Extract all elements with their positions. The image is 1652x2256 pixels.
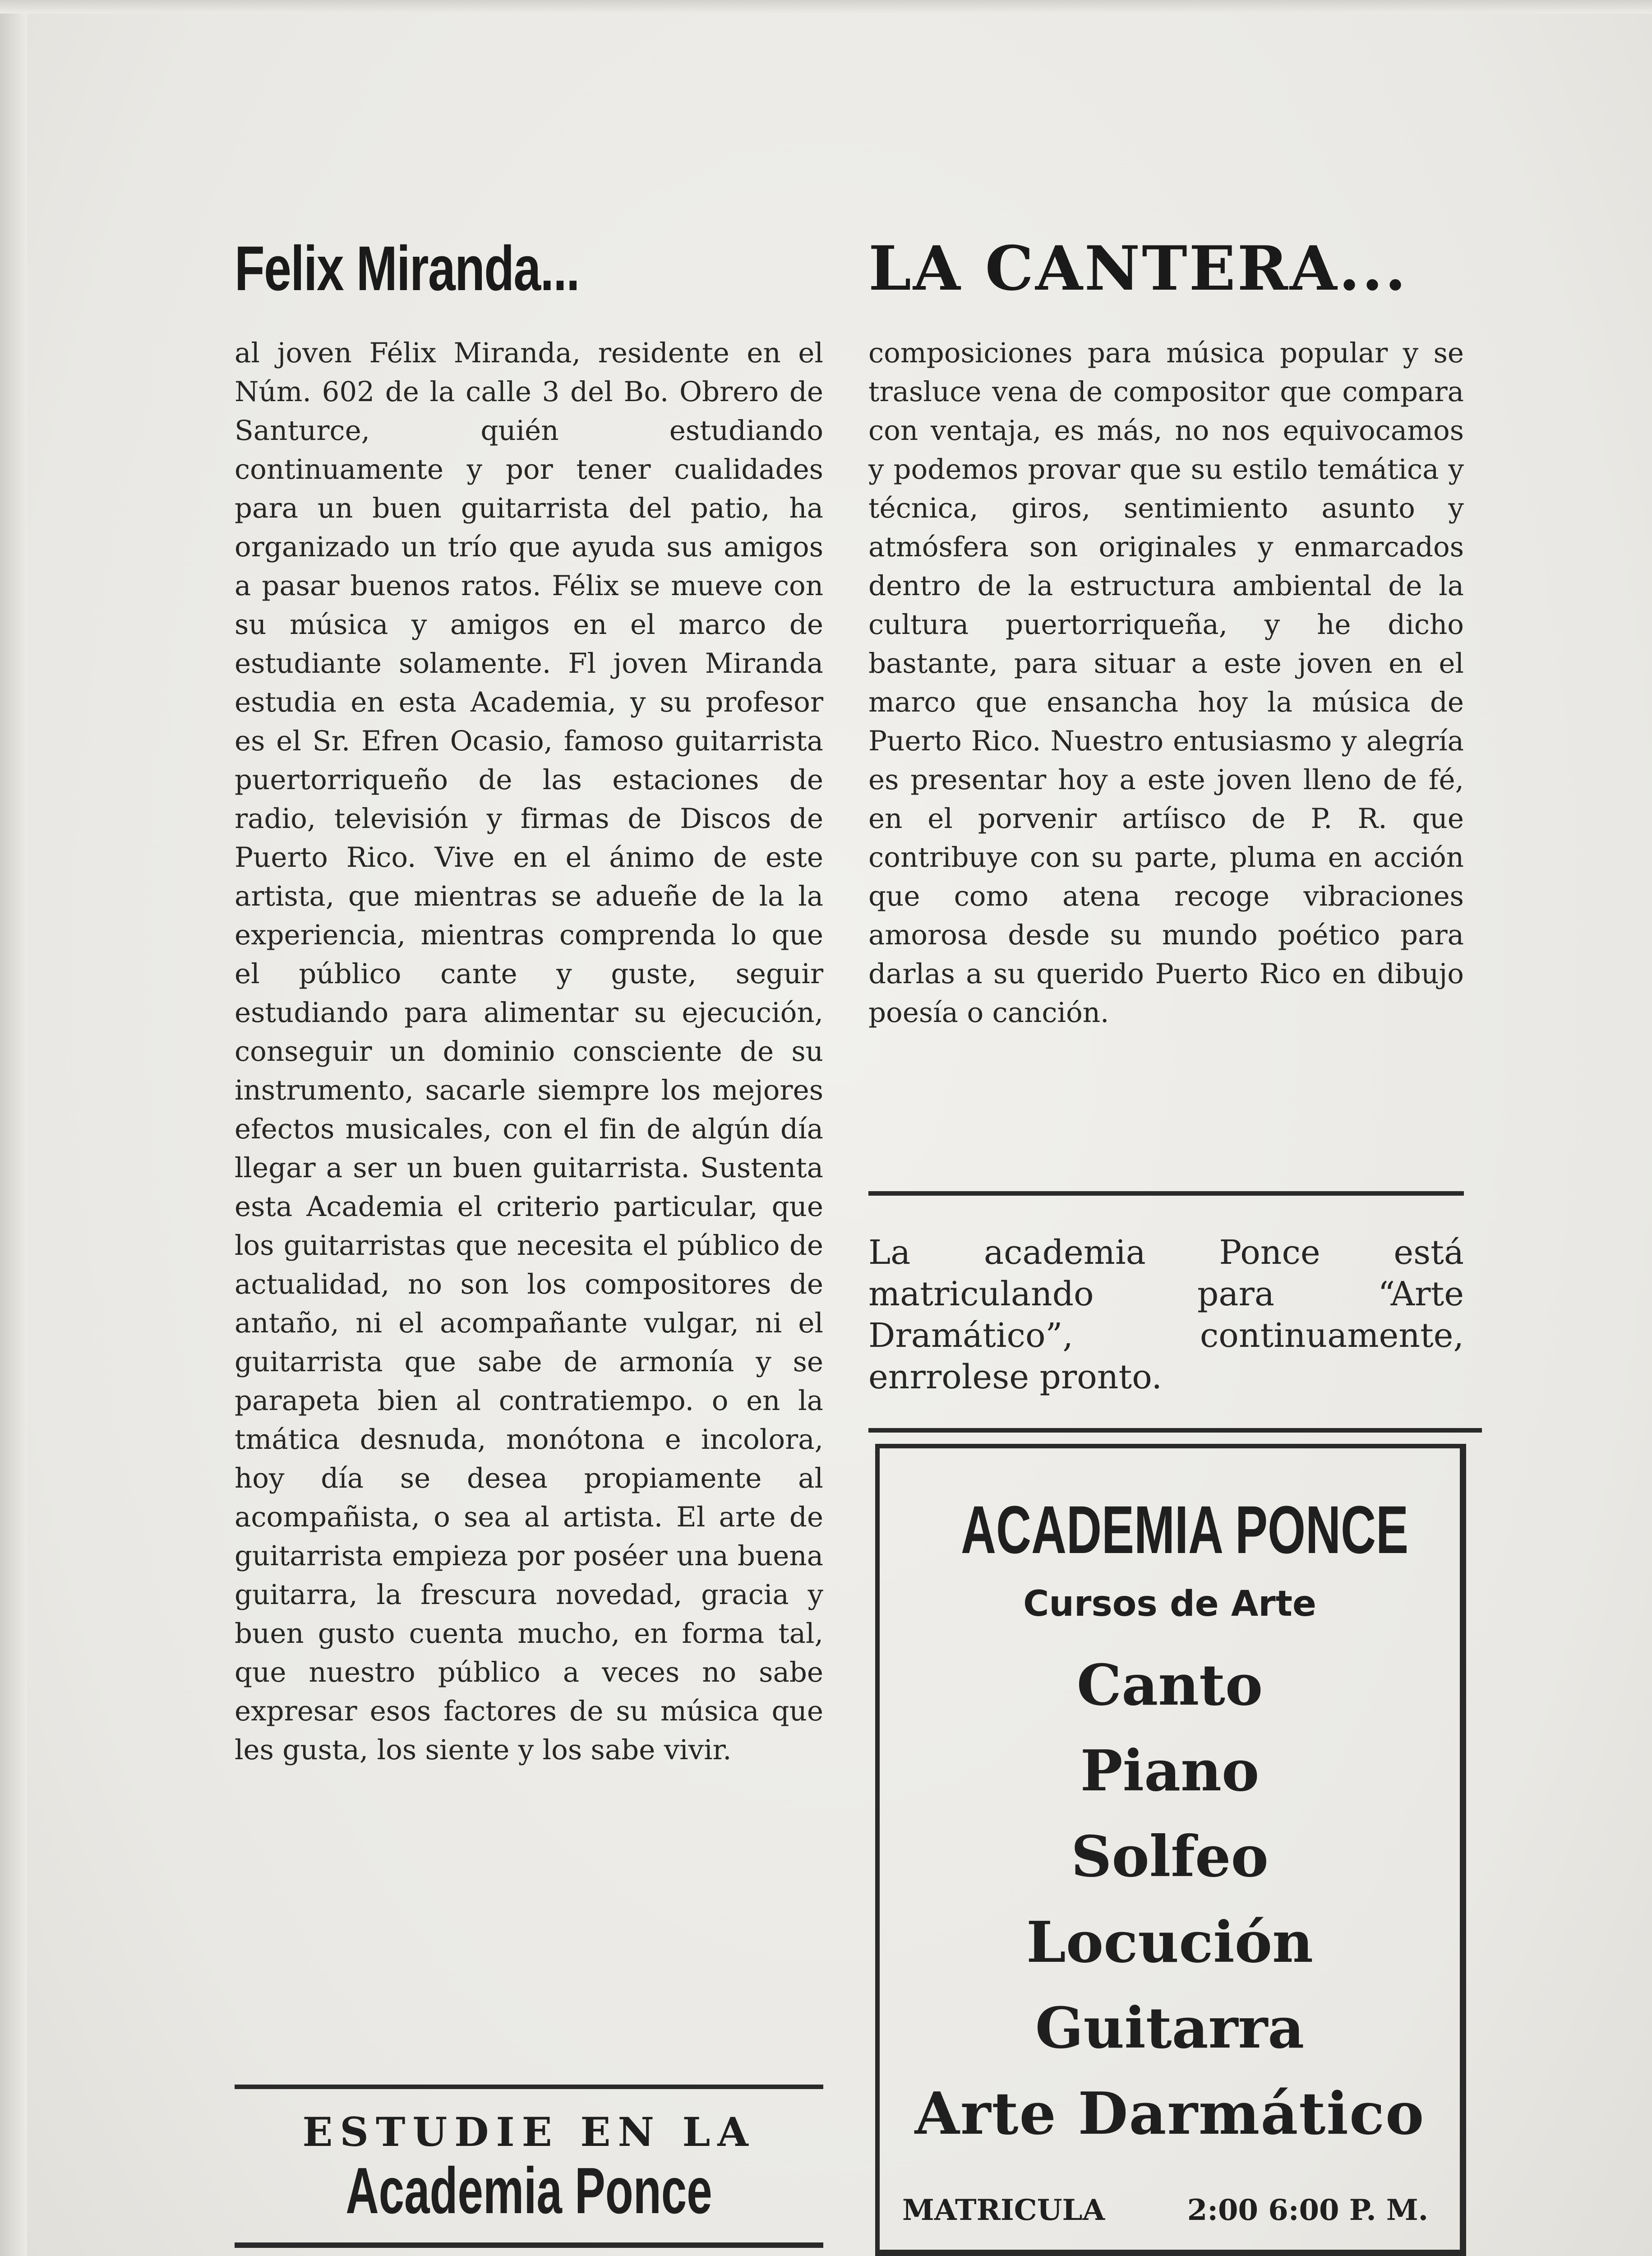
right-article-body: composiciones para música popular y se trasluce vena de compositor que compara con ventaja, es más, no nos equivocamos y podemos provar que su estilo temática y técnica, giros, sentimiento asunto y atmósfera son originales y enmarcados dentro de la estructura ambiental de la cultura puertorriqueña, y he dicho bastante, para situar a este joven en el marco que ensancha hoy la música de Puerto Rico. Nuestro entusiasmo y alegría es presentar hoy a este joven lleno de fé, en el porvenir artíisco de P. R. que contribuye con su parte, pluma en acción que como atena recoge vibraciones amorosa desde su mundo poético para darlas a su querido Puerto Rico en dibujo poesía o canción. bbox=[868, 337, 1464, 1029]
ad-line-academia: Academia Ponce bbox=[346, 2154, 712, 2227]
left-column bbox=[235, 235, 823, 1770]
ad-box-footer bbox=[902, 2193, 1437, 2227]
course-item: Guitarra bbox=[1035, 1995, 1305, 2061]
matricula-hours: 2:00 6:00 P. M. bbox=[1187, 2193, 1428, 2227]
page-edge-shadow-top bbox=[0, 0, 1652, 14]
enrollment-notice: La academia Ponce está matriculando para “Arte Dramático”, continuamente, enrrolese pronto. bbox=[868, 1233, 1464, 1396]
course-item: Arte Darmático bbox=[914, 2080, 1425, 2148]
left-headline: Felix Miranda... bbox=[235, 233, 579, 304]
right-column bbox=[868, 232, 1464, 1032]
right-headline: LA CANTERA... bbox=[868, 232, 1408, 304]
small-advertisement bbox=[235, 2085, 823, 2248]
course-item: Piano bbox=[1080, 1738, 1260, 1804]
matricula-label: MATRICULA bbox=[902, 2193, 1105, 2227]
ad-rule-top bbox=[235, 2085, 823, 2089]
right-separator-rule bbox=[868, 1191, 1464, 1196]
box-top-rule bbox=[868, 1428, 1482, 1433]
ad-rule-bottom bbox=[235, 2242, 823, 2248]
course-item: Locución bbox=[1026, 1909, 1314, 1975]
ad-box-subtitle: Cursos de Arte bbox=[1023, 1584, 1316, 1624]
left-article-body: al joven Félix Miranda, residente en el Núm. 602 de la calle 3 del Bo. Obrero de Santurce, quién estudiando continuamente y por tener cualidades para un buen guitarrista del patio, ha organizado un trío que ayuda sus amigos a pasar buenos ratos. Félix se mueve con su música y amigos en el marco de estudiante solamente. Fl joven Miranda estudia en esta Academia, y su profesor es el Sr. Efren Ocasio, famoso guitarrista puertorriqueño de las estaciones de radio, televisión y firmas de Discos de Puerto Rico. Vive en el ánimo de este artista, que mientras se adueñe de la la experiencia, mientras comprenda lo que el público cante y guste, seguir estudiando para alimentar su ejecución, conseguir un dominio consciente de su instrumento, sacarle siempre los mejores efectos musicales, con el fin de algún día llegar a ser un buen guitarrista. Sustenta esta Academia el criterio particular, que los guitarristas que necesita el público de actualidad, no son los compositores de antaño, ni el acompañante vulgar, ni el guitarrista que sabe de armonía y se parapeta bien al contratiempo. o en la tmática desnuda, monótona e incolora, hoy día se desea propiamente al acompañista, o sea al artista. El arte de guitarrista empieza por poséer una buena guitarra, la frescura novedad, gracia y buen gusto cuenta mucho, en forma tal, que nuestro público a veces no sabe expresar esos factores de su música que les gusta, los siente y los sabe vivir. bbox=[235, 337, 823, 1766]
academia-ponce-ad-box bbox=[875, 1444, 1466, 2256]
ad-box-title: ACADEMIA PONCE bbox=[961, 1492, 1409, 1567]
course-item: Solfeo bbox=[1071, 1824, 1269, 1890]
ad-line-estudie: ESTUDIE EN LA bbox=[302, 2108, 756, 2155]
page-edge-shadow-left bbox=[0, 0, 27, 2256]
course-item: Canto bbox=[1076, 1652, 1263, 1718]
course-list bbox=[880, 1642, 1460, 2157]
